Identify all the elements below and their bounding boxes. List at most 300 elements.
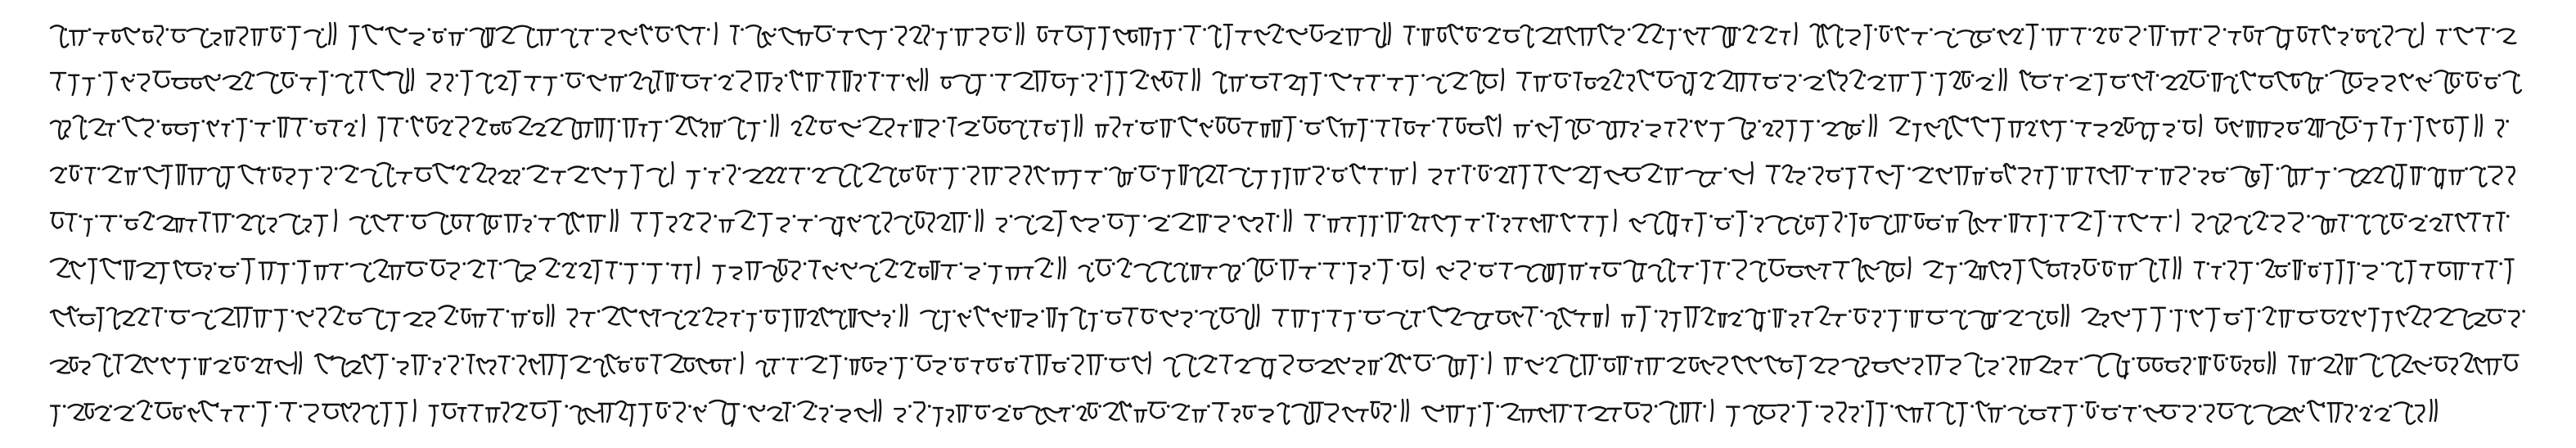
ink-glyph [1950, 72, 1961, 89]
ink-glyph [1850, 70, 1863, 88]
ink-glyph [1106, 72, 1113, 95]
ink-glyph [736, 210, 754, 229]
shad-mark [1022, 23, 1024, 44]
ink-glyph [2064, 405, 2077, 426]
ink-glyph [1727, 407, 1739, 426]
ink-glyph [1125, 216, 1139, 236]
ink-glyph [2110, 77, 2125, 88]
ink-glyph [934, 408, 943, 426]
ink-glyph [1872, 363, 1889, 372]
ink-glyph [747, 314, 756, 331]
ink-glyph [850, 360, 860, 374]
tsheg-mark [209, 357, 212, 360]
tsheg-mark [532, 28, 535, 31]
tsheg-mark [1000, 167, 1003, 170]
tsheg-mark [2347, 310, 2350, 313]
ink-glyph [2188, 71, 2205, 87]
ink-glyph [887, 75, 899, 90]
ink-glyph [171, 30, 185, 43]
ink-glyph [1924, 261, 1941, 278]
ink-glyph [1154, 33, 1160, 49]
tsheg-mark [214, 262, 217, 265]
tsheg-mark [2168, 215, 2172, 218]
ink-glyph [1438, 355, 1458, 376]
ink-glyph [374, 260, 388, 277]
ink-glyph [1285, 75, 1299, 89]
tsheg-mark [1041, 310, 1044, 313]
ink-glyph [190, 123, 198, 141]
ink-glyph [330, 265, 343, 278]
ink-glyph [112, 30, 121, 42]
tsheg-mark [80, 167, 83, 170]
tsheg-mark [443, 357, 446, 360]
ink-glyph [630, 72, 642, 88]
ink-glyph [530, 403, 547, 418]
ink-glyph [1220, 355, 1232, 373]
ink-glyph [1868, 77, 1884, 90]
tsheg-mark [1382, 74, 1385, 77]
ink-glyph [1139, 29, 1152, 45]
ink-glyph [759, 214, 772, 236]
ink-glyph [1515, 125, 1529, 137]
ink-glyph [2219, 215, 2231, 232]
ink-glyph [1936, 74, 1946, 95]
ink-glyph [1786, 121, 1797, 141]
ink-glyph [1503, 31, 1519, 43]
ink-glyph [2397, 355, 2413, 372]
ink-glyph [320, 72, 328, 95]
tsheg-mark [462, 357, 465, 360]
ink-glyph [1236, 310, 1254, 328]
tsheg-mark [2225, 357, 2228, 360]
tsheg-mark [522, 167, 525, 170]
ink-glyph [1393, 119, 1402, 136]
text-line-7 [47, 296, 2535, 341]
ink-glyph [396, 403, 408, 426]
ink-glyph [1139, 166, 1155, 180]
tsheg-mark [1397, 262, 1400, 265]
ink-glyph [137, 75, 149, 91]
ink-glyph [685, 311, 697, 325]
ink-glyph [1825, 360, 1838, 374]
tsheg-mark [877, 310, 880, 313]
ink-glyph [1118, 259, 1129, 277]
ink-glyph [486, 29, 495, 45]
shad-mark [2177, 210, 2178, 231]
ink-glyph [1611, 122, 1629, 137]
ink-glyph [251, 29, 264, 45]
ink-glyph [1846, 30, 1860, 45]
tsheg-mark [1750, 215, 1753, 218]
ink-glyph [1826, 171, 1840, 182]
ink-glyph [862, 358, 872, 371]
tsheg-mark [1709, 215, 1713, 218]
tsheg-mark [1951, 405, 1954, 408]
tsheg-mark [793, 405, 796, 408]
shad-mark [981, 210, 983, 231]
ink-glyph [951, 213, 967, 232]
ink-glyph [1446, 309, 1461, 325]
ink-glyph [1261, 124, 1270, 137]
tsheg-mark [146, 310, 150, 313]
ink-glyph [2434, 357, 2448, 371]
ink-glyph [1220, 265, 1236, 282]
ink-glyph [1617, 357, 1628, 374]
ink-glyph [880, 167, 898, 186]
ink-glyph [1348, 263, 1356, 283]
tsheg-mark [1568, 167, 1571, 170]
ink-glyph [749, 406, 764, 421]
tsheg-mark [2413, 28, 2416, 31]
ink-glyph [1272, 171, 1280, 188]
ink-glyph [1358, 120, 1367, 141]
ink-glyph [411, 116, 421, 135]
shad-mark [925, 69, 927, 90]
tsheg-mark [902, 74, 905, 77]
ink-glyph [2322, 25, 2335, 43]
tsheg-mark [666, 262, 669, 265]
ink-glyph [1272, 310, 1288, 326]
shad-mark [2179, 257, 2181, 278]
tsheg-mark [858, 215, 862, 218]
ink-glyph [2072, 265, 2079, 279]
ink-glyph [468, 405, 483, 421]
tsheg-mark [252, 405, 255, 408]
ink-glyph [79, 362, 89, 374]
tsheg-mark [950, 28, 953, 31]
tsheg-mark [1100, 74, 1103, 77]
ink-glyph [468, 260, 482, 277]
ink-glyph [1865, 25, 1871, 49]
ink-glyph [355, 72, 367, 90]
shad-mark [697, 257, 699, 278]
ink-glyph [1037, 216, 1053, 230]
tsheg-mark [349, 74, 353, 77]
ink-glyph [2111, 122, 2123, 135]
ink-glyph [916, 166, 925, 181]
ink-glyph [1517, 73, 1531, 90]
tsheg-mark [108, 357, 111, 360]
ink-glyph [2072, 213, 2090, 230]
ink-glyph [1876, 171, 1894, 184]
ink-glyph [756, 73, 772, 91]
ink-glyph [2387, 262, 2403, 281]
ink-glyph [1016, 217, 1037, 234]
ink-glyph [540, 259, 558, 277]
tsheg-mark [64, 167, 67, 170]
tsheg-mark [1380, 215, 1384, 218]
ink-glyph [1602, 264, 1618, 276]
ink-glyph [2230, 122, 2242, 136]
ink-glyph [882, 315, 889, 327]
ink-glyph [2212, 74, 2222, 91]
text-line-2 [47, 61, 2535, 105]
ink-glyph [529, 360, 540, 374]
tsheg-mark [173, 357, 176, 360]
ink-glyph [1243, 406, 1253, 419]
ink-glyph [1755, 219, 1763, 232]
ink-glyph [1164, 358, 1180, 376]
ink-glyph [711, 360, 722, 372]
tsheg-mark [331, 74, 334, 77]
tsheg-mark [2277, 167, 2280, 170]
ink-glyph [792, 121, 801, 135]
ink-glyph [595, 119, 606, 137]
tsheg-mark [2292, 310, 2295, 313]
tsheg-mark [1380, 357, 1383, 360]
ink-glyph [1354, 79, 1364, 90]
tsheg-mark [391, 167, 394, 170]
ink-glyph [919, 268, 929, 277]
ink-glyph [2029, 410, 2047, 419]
ink-glyph [2272, 216, 2285, 232]
ink-glyph [389, 266, 405, 279]
ink-glyph [579, 30, 593, 44]
ink-glyph [1292, 310, 1306, 327]
ink-glyph [2449, 74, 2460, 88]
ink-glyph [1047, 308, 1057, 327]
ink-glyph [2411, 167, 2422, 184]
ink-glyph [1414, 355, 1431, 370]
ink-glyph [1744, 25, 1755, 43]
tsheg-mark [2479, 74, 2483, 77]
ink-glyph [1259, 260, 1274, 275]
shad-mark [1059, 257, 1061, 278]
ink-glyph [1710, 124, 1724, 141]
tsheg-mark [1931, 167, 1934, 170]
ink-glyph [1328, 219, 1340, 232]
ink-glyph [671, 116, 687, 134]
tsheg-mark [1474, 262, 1477, 265]
ink-glyph [1053, 211, 1065, 236]
ink-glyph [1114, 29, 1129, 44]
ink-glyph [1191, 265, 1200, 279]
ink-glyph [631, 165, 642, 188]
ink-glyph [1124, 124, 1133, 136]
tsheg-mark [881, 74, 885, 77]
ink-glyph [1689, 358, 1699, 371]
tsheg-mark [2065, 74, 2069, 77]
ink-glyph [1513, 219, 1528, 232]
tsheg-mark [1322, 120, 1325, 123]
ink-glyph [2383, 312, 2393, 331]
ink-glyph [835, 410, 849, 422]
tsheg-mark [2448, 28, 2452, 31]
tsheg-mark [119, 215, 123, 218]
tsheg-mark [1195, 310, 1198, 313]
tsheg-mark [743, 405, 746, 408]
ink-glyph [1213, 403, 1229, 421]
ink-glyph [1836, 403, 1845, 422]
ink-glyph [944, 169, 958, 188]
ink-glyph [1827, 70, 1838, 90]
ink-glyph [1446, 216, 1460, 236]
ink-glyph [1761, 27, 1776, 43]
tsheg-mark [83, 262, 86, 265]
ink-glyph [1014, 409, 1022, 419]
ink-line-svg [47, 391, 2461, 436]
ink-glyph [143, 32, 153, 43]
ink-glyph [1783, 165, 1793, 183]
tsheg-mark [1478, 405, 1481, 408]
ink-glyph [1547, 358, 1557, 373]
ink-glyph [777, 219, 790, 232]
ink-glyph [1368, 361, 1379, 374]
ink-glyph [1556, 29, 1563, 44]
tsheg-mark [1287, 405, 1290, 408]
tsheg-mark [1863, 74, 1867, 77]
ink-glyph [1404, 122, 1415, 133]
ink-glyph [1648, 25, 1663, 43]
ink-glyph [497, 27, 514, 43]
ink-glyph [1128, 31, 1137, 43]
ink-glyph [1749, 74, 1760, 90]
ink-glyph [1597, 122, 1615, 139]
ink-glyph [1682, 219, 1692, 231]
ink-glyph [1254, 30, 1269, 44]
ink-glyph [1447, 406, 1461, 422]
tsheg-mark [1186, 262, 1189, 265]
ink-glyph [1816, 216, 1828, 236]
ink-glyph [1353, 361, 1364, 374]
shad-mark [1870, 115, 1871, 136]
tsheg-mark [2119, 405, 2122, 408]
ink-glyph [937, 33, 946, 49]
tsheg-mark [2430, 74, 2433, 77]
tsheg-mark [977, 120, 980, 123]
ink-glyph [1949, 116, 1968, 136]
tsheg-mark [1998, 310, 2002, 313]
ink-glyph [2328, 403, 2343, 422]
tsheg-mark [722, 167, 725, 170]
ink-glyph [1266, 214, 1274, 231]
ink-glyph [757, 361, 770, 377]
ink-glyph [1732, 356, 1748, 373]
ink-glyph [125, 171, 137, 184]
ink-glyph [1965, 260, 1978, 277]
ink-glyph [101, 259, 121, 278]
ink-glyph [448, 356, 458, 374]
ink-glyph [1044, 125, 1055, 135]
ink-glyph [1987, 219, 2001, 231]
tsheg-mark [98, 74, 101, 77]
ink-glyph [1813, 167, 1822, 184]
tsheg-mark [582, 74, 585, 77]
tsheg-mark [814, 405, 817, 408]
ink-glyph [487, 169, 495, 184]
ink-glyph [2020, 360, 2033, 374]
tsheg-mark [2334, 167, 2337, 170]
ink-glyph [594, 360, 607, 377]
ink-glyph [1432, 215, 1448, 231]
tsheg-mark [969, 310, 972, 313]
ink-glyph [863, 164, 880, 182]
ink-glyph [1178, 117, 1196, 136]
ink-glyph [314, 266, 328, 279]
tsheg-mark [155, 357, 159, 360]
tsheg-mark [1191, 215, 1195, 218]
ink-glyph [430, 260, 445, 276]
ink-glyph [1715, 219, 1730, 229]
ink-glyph [1429, 170, 1441, 184]
tsheg-mark [1098, 405, 1101, 408]
ink-glyph [2190, 310, 2201, 326]
tsheg-mark [1727, 262, 1731, 265]
ink-glyph [1767, 166, 1780, 183]
ink-glyph [1819, 265, 1831, 278]
tsheg-mark [1143, 215, 1146, 218]
tsheg-mark [1841, 167, 1844, 170]
ink-glyph [548, 401, 561, 426]
ink-glyph [997, 219, 1007, 232]
tsheg-mark [987, 310, 990, 313]
ink-glyph [234, 406, 249, 421]
ink-glyph [1976, 32, 1992, 43]
ink-glyph [1644, 215, 1663, 234]
tsheg-mark [630, 357, 633, 360]
tsheg-mark [1371, 120, 1374, 123]
ink-glyph [1149, 218, 1168, 230]
ink-glyph [511, 315, 526, 327]
tsheg-mark [467, 167, 471, 170]
tsheg-mark [2193, 357, 2196, 360]
ink-glyph [347, 361, 362, 373]
ink-glyph [2240, 71, 2254, 90]
ink-glyph [1525, 360, 1542, 373]
ink-glyph [2164, 362, 2179, 372]
ink-glyph [84, 219, 92, 236]
ink-glyph [207, 121, 217, 136]
ink-glyph [895, 216, 915, 233]
ink-glyph [2275, 72, 2293, 90]
tsheg-mark [1498, 28, 1502, 31]
ink-glyph [615, 401, 627, 419]
ink-glyph [656, 403, 667, 418]
ink-glyph [1670, 313, 1681, 331]
ink-glyph [651, 213, 662, 236]
ink-glyph [941, 78, 951, 88]
ink-glyph [1038, 27, 1047, 41]
ink-glyph [2434, 309, 2452, 325]
ink-glyph [2026, 122, 2035, 135]
ink-glyph [2396, 311, 2407, 327]
ink-glyph [1438, 28, 1447, 42]
tsheg-mark [952, 310, 956, 313]
ink-glyph [1241, 123, 1257, 137]
tsheg-mark [1127, 357, 1130, 360]
tsheg-mark [216, 405, 219, 408]
ink-glyph [1685, 307, 1700, 327]
ink-glyph [523, 220, 530, 232]
ink-glyph [642, 78, 655, 93]
ink-glyph [1627, 75, 1634, 91]
tsheg-mark [232, 215, 235, 218]
ink-glyph [971, 361, 984, 373]
ink-glyph [1012, 121, 1028, 138]
ink-glyph [592, 168, 610, 183]
ink-glyph [298, 261, 310, 283]
tsheg-mark [1056, 120, 1060, 123]
ink-glyph [79, 315, 96, 324]
tsheg-mark [406, 120, 409, 123]
ink-glyph [958, 314, 970, 326]
ink-glyph [826, 168, 850, 187]
ink-glyph [161, 358, 173, 373]
ink-glyph [563, 264, 574, 278]
ink-glyph [1110, 168, 1124, 187]
ink-glyph [1854, 310, 1866, 324]
ink-glyph [1624, 403, 1639, 418]
